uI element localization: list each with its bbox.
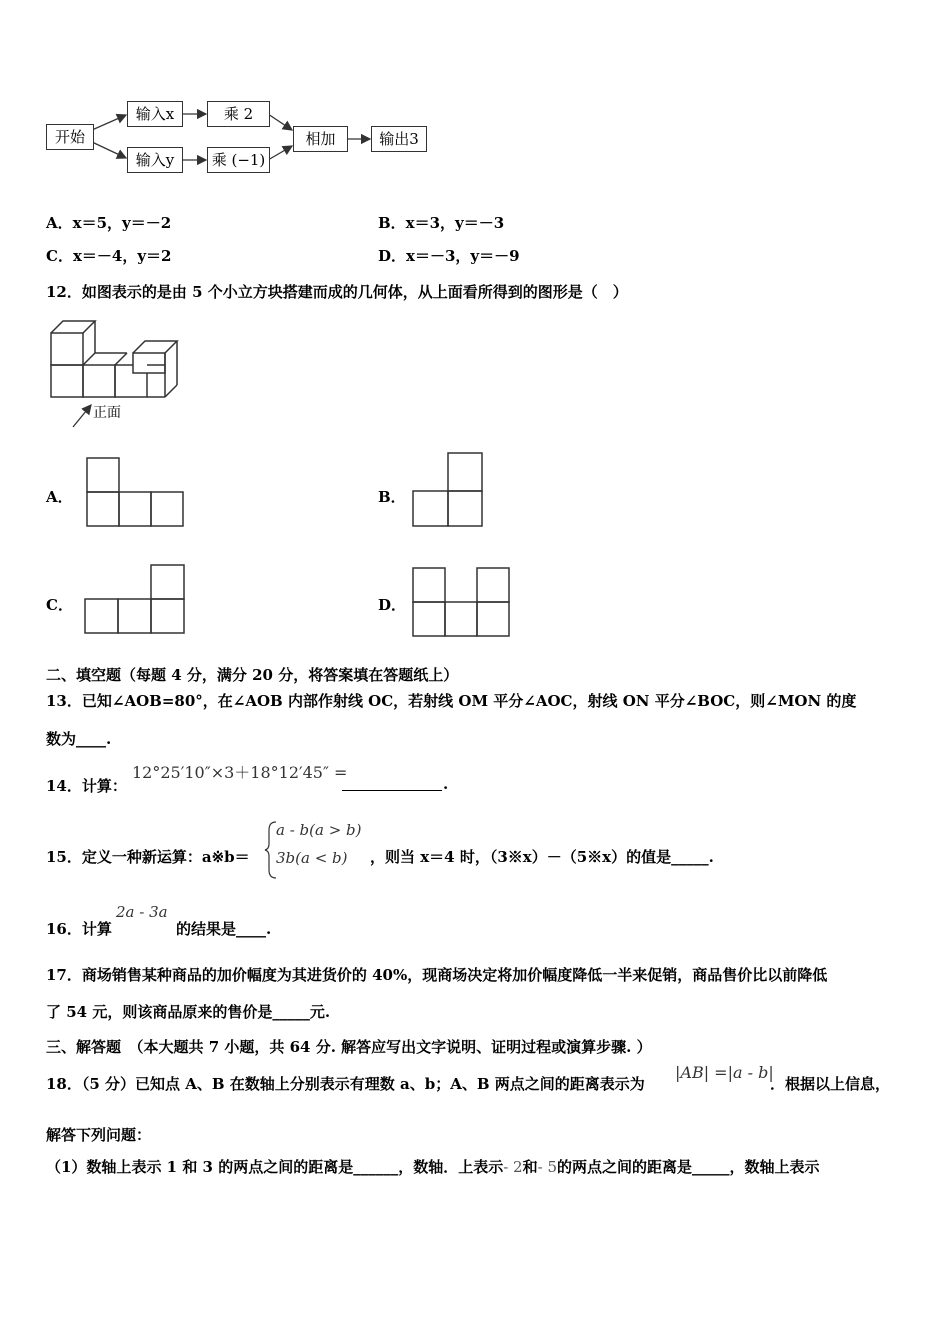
q16-expression: 2a - 3a <box>116 903 168 921</box>
q18-line3 <box>46 1156 820 1177</box>
q15-case-2: 3b(a < b) <box>276 849 348 867</box>
q12-option-c-figure <box>82 562 192 642</box>
q12-front-label: 正面 <box>93 405 121 421</box>
q12-option-d-figure <box>410 565 520 645</box>
q12-option-b-label: B． <box>378 488 406 506</box>
q18-neg5: - 5 <box>537 1158 557 1176</box>
q12-option-b-figure <box>410 450 500 540</box>
q18-line3-part-c: 的两点之间的距离是_____，数轴上表示 <box>557 1158 820 1176</box>
q14-label: 14．计算： <box>46 777 127 795</box>
section2-heading: 二、填空题（每题 4 分，满分 20 分，将答案填在答题纸上） <box>46 666 459 684</box>
q18-line3-part-b: 和 <box>522 1158 538 1176</box>
q18-line3-part-a: （1）数轴上表示 1 和 3 的两点之间的距离是______，数轴．上表示 <box>46 1158 504 1176</box>
q12-option-c-label: C． <box>46 596 73 614</box>
q18-formula: |AB| =|a - b| <box>675 1063 774 1082</box>
q11-option-a: A．x＝5，y＝－2 <box>46 214 172 232</box>
flow-add-box: 相加 <box>293 126 348 152</box>
q13-line1: 13．已知∠AOB=80°，在∠AOB 内部作射线 OC，若射线 OM 平分∠AOC，射线 ON 平分∠BOC，则∠MON 的度 <box>46 692 857 710</box>
q18-line2: 解答下列问题： <box>46 1126 152 1144</box>
q12-option-a-figure <box>84 455 194 535</box>
flow-times-neg1-box: 乘 (−1) <box>207 147 270 173</box>
flow-times-2-box: 乘 2 <box>207 101 270 127</box>
q12-option-d-label: D． <box>378 596 407 614</box>
q12-stem: 12．如图表示的是由 5 个小立方块搭建而成的几何体，从上面看所得到的图形是（ ） <box>46 283 628 301</box>
q14-expression: 12°25′10″×3＋18°12′45″ = <box>132 763 348 782</box>
q18-prefix: 18．（5 分）已知点 A、B 在数轴上分别表示有理数 a、b；A、B 两点之间的距离表示为 <box>46 1075 645 1093</box>
q18-suffix: ．根据以上信息， <box>770 1075 891 1093</box>
q13-line2: 数为____. <box>46 730 112 748</box>
flow-input-x-box: 输入x <box>127 101 183 127</box>
flow-input-y-box: 输入y <box>127 147 183 173</box>
q16-prefix: 16．计算 <box>46 920 112 938</box>
flow-output-box: 输出3 <box>371 126 427 152</box>
q11-option-b: B．x＝3，y＝－3 <box>378 214 505 232</box>
q15-case-1: a - b(a > b) <box>276 821 362 839</box>
q14-period: . <box>443 775 449 793</box>
flow-start-box: 开始 <box>46 124 94 150</box>
q16-suffix: 的结果是____. <box>176 920 272 938</box>
q15-prefix: 15．定义一种新运算：a※b＝ <box>46 848 250 866</box>
q12-option-a-label: A． <box>46 488 73 506</box>
q15-suffix: ，则当 x＝4 时，（3※x）－（5※x）的值是_____. <box>370 848 714 866</box>
section3-heading: 三、解答题 （本大题共 7 小题，共 64 分. 解答应写出文字说明、证明过程或演算步骤. ） <box>46 1038 652 1056</box>
q18-neg2: - 2 <box>503 1158 523 1176</box>
q17-line2: 了 54 元，则该商品原来的售价是_____元. <box>46 1003 331 1021</box>
q17-line1: 17．商场销售某种商品的加价幅度为其进货价的 40%，现商场决定将加价幅度降低一半来促销，商品售价比以前降低 <box>46 966 828 984</box>
q12-solid-figure <box>45 315 245 435</box>
q11-option-c: C．x＝－4，y＝2 <box>46 247 172 265</box>
q14-answer-blank <box>342 790 442 791</box>
q11-option-d: D．x＝－3，y＝－9 <box>378 247 520 265</box>
